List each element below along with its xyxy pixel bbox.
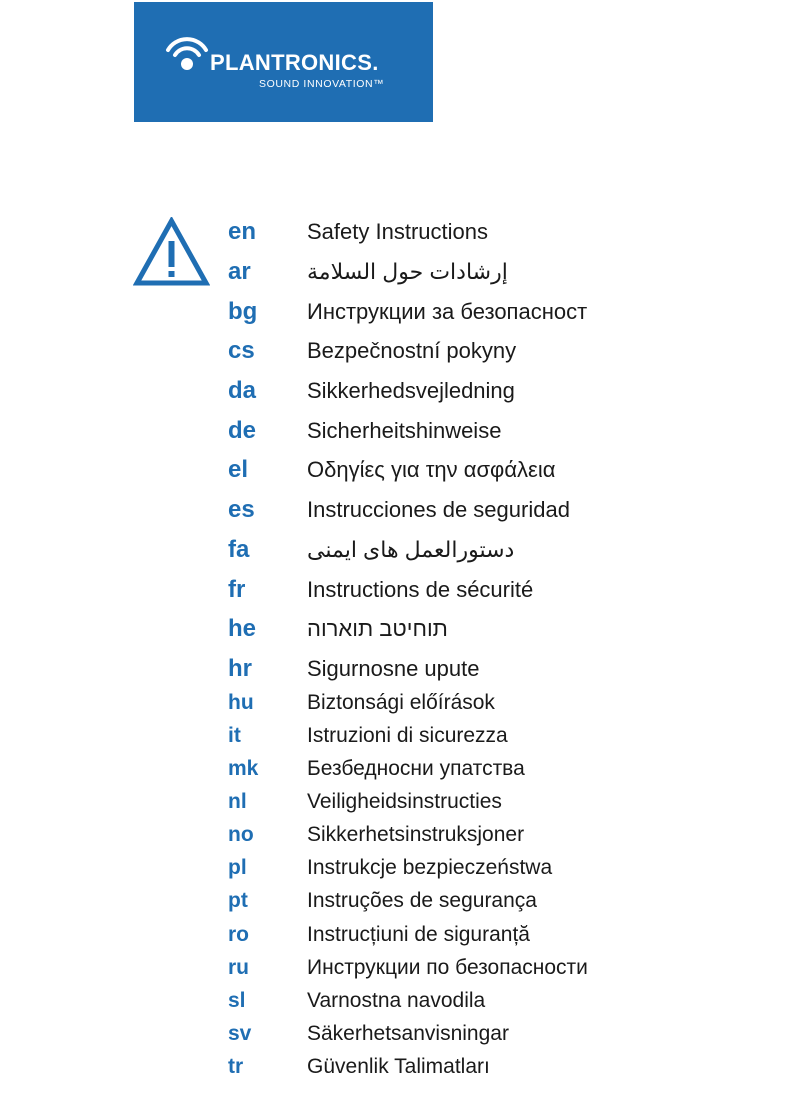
language-row-mk	[0, 756, 808, 790]
language-row-el	[0, 456, 808, 490]
language-title: Istruzioni di sicurezza	[307, 724, 508, 747]
language-code: hu	[228, 691, 254, 714]
language-row-nl	[0, 789, 808, 823]
language-row-ru	[0, 955, 808, 989]
language-code: it	[228, 724, 241, 747]
language-row-tr	[0, 1054, 808, 1088]
language-row-de	[0, 417, 808, 451]
language-code: ro	[228, 923, 249, 946]
language-title: Sikkerhedsvejledning	[307, 378, 515, 403]
language-title: دستورالعمل های ایمنی	[307, 537, 515, 562]
language-code: ar	[228, 258, 251, 285]
language-row-fa	[0, 536, 808, 570]
language-code: tr	[228, 1055, 244, 1078]
language-row-pt	[0, 888, 808, 922]
language-row-he	[0, 615, 808, 649]
language-code: nl	[228, 790, 247, 813]
language-title: Bezpečnostní pokyny	[307, 338, 517, 363]
language-code: de	[228, 417, 257, 444]
language-code: bg	[228, 298, 258, 325]
language-code: ru	[228, 956, 249, 979]
language-code: pl	[228, 856, 247, 879]
language-title: Biztonsági előírások	[307, 691, 495, 714]
language-row-it	[0, 723, 808, 757]
language-title: Güvenlik Talimatları	[307, 1055, 490, 1078]
language-code: fa	[228, 536, 250, 563]
language-title: תוחיטב תוארוה	[307, 616, 448, 641]
language-title: Instrukcje bezpieczeństwa	[307, 856, 553, 879]
language-code: cs	[228, 337, 255, 364]
language-title: Veiligheidsinstructies	[307, 790, 502, 813]
language-title: Инструкции за безопасност	[307, 299, 588, 324]
language-code: fr	[228, 576, 246, 603]
language-row-pl	[0, 855, 808, 889]
language-title: Sicherheitshinweise	[307, 418, 502, 443]
language-row-bg	[0, 298, 808, 332]
language-code: he	[228, 615, 257, 642]
language-row-en	[0, 218, 808, 252]
language-title: Safety Instructions	[307, 219, 488, 244]
language-code: hr	[228, 655, 252, 682]
language-code: sl	[228, 989, 246, 1012]
language-row-cs	[0, 337, 808, 371]
language-row-es	[0, 496, 808, 530]
logo-brand-name: PLANTRONICS.	[210, 50, 379, 75]
language-row-sl	[0, 988, 808, 1022]
language-code: pt	[228, 889, 248, 912]
language-title: Sikkerhetsinstruksjoner	[307, 823, 525, 846]
language-code: el	[228, 456, 249, 483]
language-row-ar	[0, 258, 808, 292]
language-code: sv	[228, 1022, 252, 1045]
language-row-fr	[0, 576, 808, 610]
language-row-hr	[0, 655, 808, 689]
language-title: Instrucțiuni de siguranță	[307, 923, 530, 946]
language-code: no	[228, 823, 254, 846]
language-title: Instructions de sécurité	[307, 577, 534, 602]
language-row-da	[0, 377, 808, 411]
language-row-sv	[0, 1021, 808, 1055]
language-row-no	[0, 822, 808, 856]
logo-tagline: SOUND INNOVATION™	[259, 78, 385, 90]
language-row-ro	[0, 922, 808, 956]
language-row-hu	[0, 690, 808, 724]
language-title: Instrucciones de seguridad	[307, 497, 570, 522]
language-code: da	[228, 377, 257, 404]
language-title: Sigurnosne upute	[307, 656, 480, 681]
language-code: mk	[228, 757, 259, 780]
language-title: Säkerhetsanvisningar	[307, 1022, 509, 1045]
language-title: إرشادات حول السلامة	[307, 259, 508, 284]
language-code: en	[228, 218, 257, 245]
language-title: Безбедносни упатства	[307, 757, 525, 780]
language-code: es	[228, 496, 255, 523]
language-title: Instruções de segurança	[307, 889, 537, 912]
language-title: Οδηγίες για την ασφάλεια	[307, 457, 556, 482]
language-title: Инструкции по безопасности	[307, 956, 588, 979]
language-title: Varnostna navodila	[307, 989, 486, 1012]
